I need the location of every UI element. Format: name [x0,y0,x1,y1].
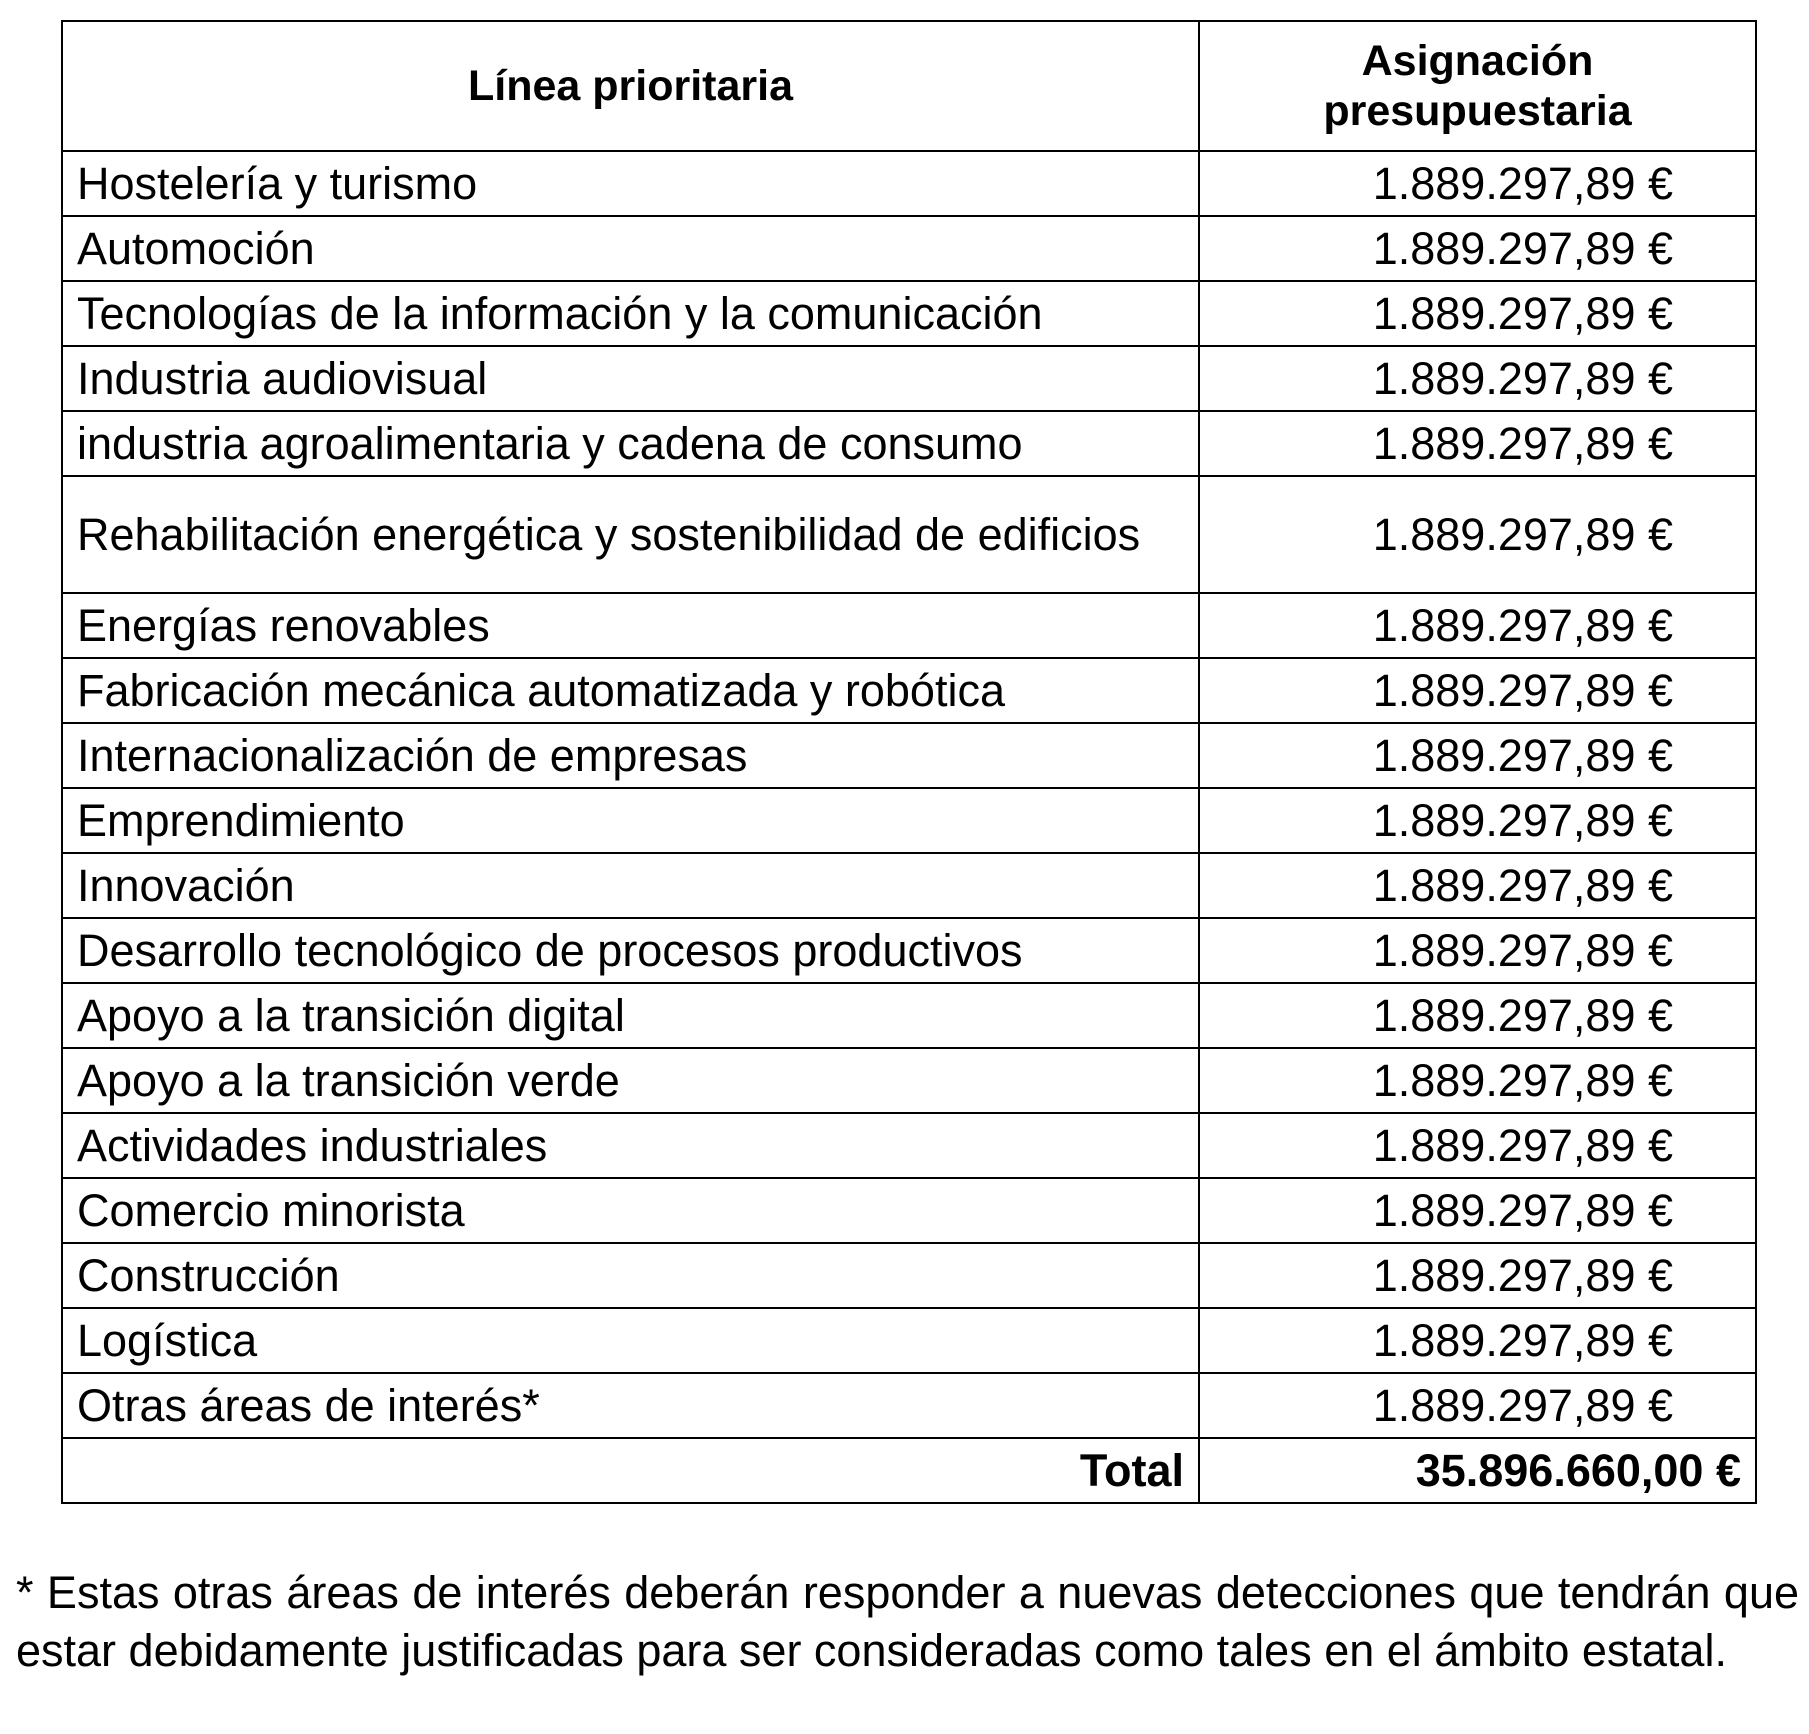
header-asignacion-line1: Asignación [1361,37,1594,85]
asignacion-cell: 1.889.297,89 € [1199,1178,1756,1243]
table-body [62,151,1756,1438]
linea-prioritaria-cell: Actividades industriales [62,1113,1199,1178]
asignacion-cell: 1.889.297,89 € [1199,788,1756,853]
table-row [62,983,1756,1048]
asignacion-cell: 1.889.297,89 € [1199,658,1756,723]
table-row [62,658,1756,723]
asignacion-cell: 1.889.297,89 € [1199,281,1756,346]
budget-allocation-table [61,20,1757,1504]
linea-prioritaria-cell: Logística [62,1308,1199,1373]
asignacion-cell: 1.889.297,89 € [1199,411,1756,476]
linea-prioritaria-cell: Hostelería y turismo [62,151,1199,216]
table-row [62,411,1756,476]
linea-prioritaria-cell: Fabricación mecánica automatizada y robótica [62,658,1199,723]
table-row [62,1373,1756,1438]
table-header [62,21,1756,151]
asignacion-cell: 1.889.297,89 € [1199,918,1756,983]
linea-prioritaria-cell: Tecnologías de la información y la comunicación [62,281,1199,346]
asignacion-cell: 1.889.297,89 € [1199,346,1756,411]
table-row [62,788,1756,853]
table-row [62,918,1756,983]
asignacion-cell: 1.889.297,89 € [1199,1113,1756,1178]
asignacion-cell: 1.889.297,89 € [1199,1373,1756,1438]
total-amount: 35.896.660,00 € [1199,1438,1756,1503]
linea-prioritaria-cell: Internacionalización de empresas [62,723,1199,788]
table-row [62,216,1756,281]
header-row [62,21,1756,151]
asignacion-cell: 1.889.297,89 € [1199,983,1756,1048]
table-row [62,1308,1756,1373]
table-row [62,723,1756,788]
linea-prioritaria-cell: Innovación [62,853,1199,918]
table-row [62,151,1756,216]
asignacion-cell: 1.889.297,89 € [1199,723,1756,788]
asignacion-cell: 1.889.297,89 € [1199,476,1756,593]
table-row [62,281,1756,346]
table-row [62,476,1756,593]
linea-prioritaria-cell: Industria audiovisual [62,346,1199,411]
table-row [62,1178,1756,1243]
asignacion-cell: 1.889.297,89 € [1199,853,1756,918]
linea-prioritaria-cell: industria agroalimentaria y cadena de consumo [62,411,1199,476]
asignacion-cell: 1.889.297,89 € [1199,593,1756,658]
asignacion-cell: 1.889.297,89 € [1199,216,1756,281]
linea-prioritaria-cell: Emprendimiento [62,788,1199,853]
linea-prioritaria-cell: Construcción [62,1243,1199,1308]
linea-prioritaria-cell: Automoción [62,216,1199,281]
table-footer [62,1438,1756,1503]
table-row [62,1113,1756,1178]
table-row [62,853,1756,918]
linea-prioritaria-cell: Apoyo a la transición digital [62,983,1199,1048]
table-row [62,346,1756,411]
footnote: * Estas otras áreas de interés deberán responder a nuevas detecciones que tendrán que estar debidamente justificadas para ser consideradas como tales en el ámbito estatal. [16,1567,1799,1676]
header-linea-prioritaria: Línea prioritaria [62,21,1199,151]
table-row [62,1243,1756,1308]
asignacion-cell: 1.889.297,89 € [1199,1048,1756,1113]
total-row [62,1438,1756,1503]
linea-prioritaria-cell: Energías renovables [62,593,1199,658]
linea-prioritaria-cell: Desarrollo tecnológico de procesos productivos [62,918,1199,983]
linea-prioritaria-cell: Comercio minorista [62,1178,1199,1243]
linea-prioritaria-cell: Otras áreas de interés* [62,1373,1199,1438]
linea-prioritaria-cell: Apoyo a la transición verde [62,1048,1199,1113]
asignacion-cell: 1.889.297,89 € [1199,1243,1756,1308]
header-asignacion-presupuestaria [1199,21,1756,151]
asignacion-cell: 1.889.297,89 € [1199,151,1756,216]
table-row [62,1048,1756,1113]
asignacion-cell: 1.889.297,89 € [1199,1308,1756,1373]
header-asignacion-line2: presupuestaria [1323,87,1632,135]
linea-prioritaria-cell: Rehabilitación energética y sostenibilidad de edificios [62,476,1199,593]
table-row [62,593,1756,658]
total-label: Total [62,1438,1199,1503]
